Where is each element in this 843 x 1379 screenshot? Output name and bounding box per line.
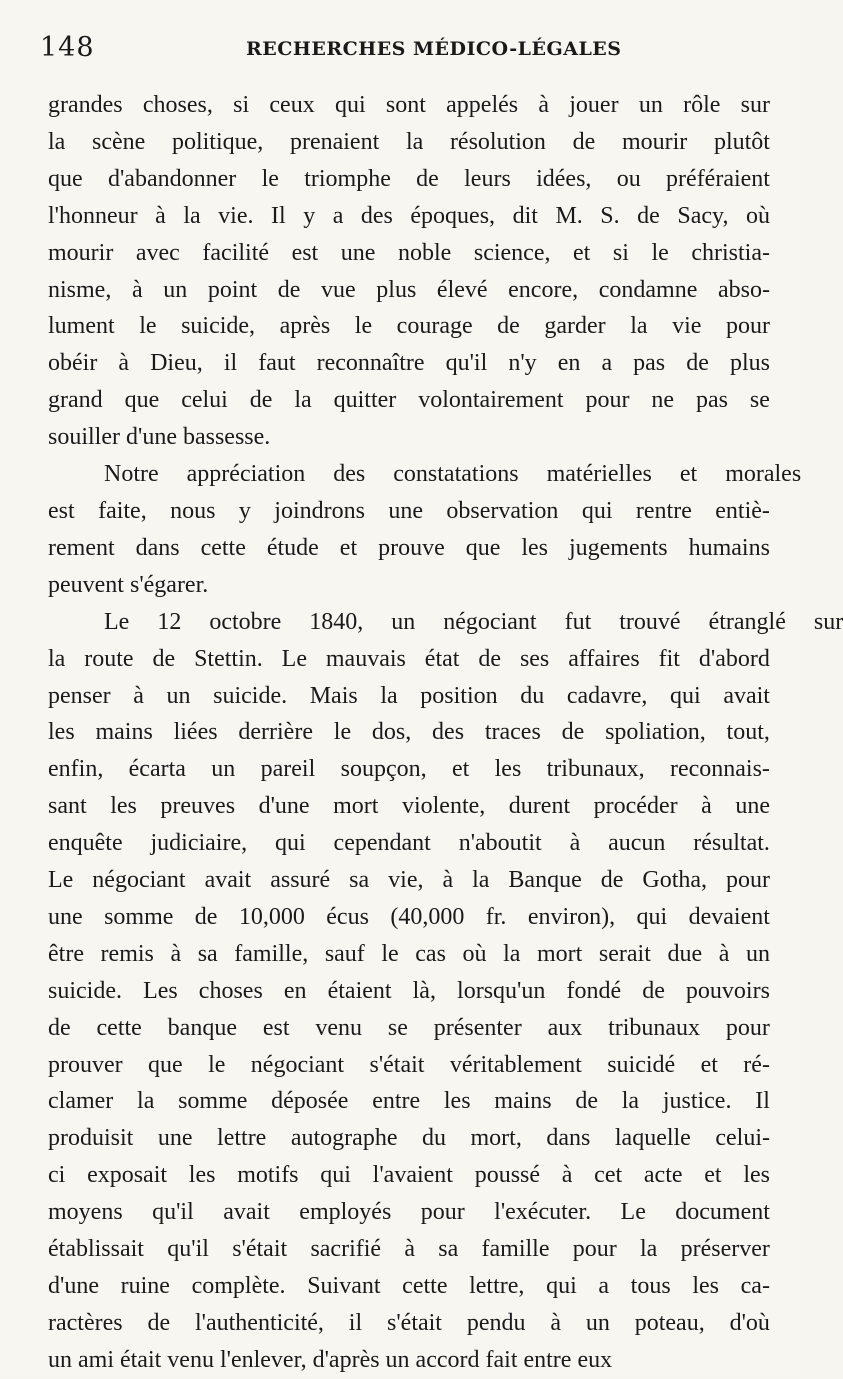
text-line: une somme de 10,000 écus (40,000 fr. environ), qui devaient (48, 903, 770, 930)
text-line: enquête judiciaire, qui cependant n'aboutit à aucun résultat. (48, 830, 770, 857)
text-line: de cette banque est venu se présenter aux tribunaux pour (48, 1014, 770, 1041)
text-line: la route de Stettin. Le mauvais état de ses affaires fit d'abord (48, 645, 770, 672)
paragraph (48, 87, 770, 456)
text-line: lument le suicide, après le courage de garder la vie pour (48, 313, 770, 340)
text-line: l'honneur à la vie. Il y a des époques, dit M. S. de Sacy, où (48, 202, 770, 229)
running-title: RECHERCHES MÉDICO-LÉGALES (246, 38, 622, 60)
text-line: penser à un suicide. Mais la position du cadavre, qui avait (48, 682, 770, 709)
text-line: grandes choses, si ceux qui sont appelés à jouer un rôle sur (48, 92, 770, 118)
text-line: souiller d'une bassesse. (48, 424, 271, 451)
text-line: la scène politique, prenaient la résolution de mourir plutôt (48, 128, 770, 155)
text-line: établissait qu'il s'était sacrifié à sa famille pour la préserver (48, 1236, 770, 1263)
page-number: 148 (40, 32, 95, 63)
text-line: être remis à sa famille, sauf le cas où la mort serait due à un (48, 940, 770, 967)
text-line: que d'abandonner le triomphe de leurs idées, ou préféraient (48, 165, 770, 192)
body-text (48, 87, 843, 1379)
text-line: mourir avec facilité est une noble science, et si le christia- (48, 239, 770, 266)
text-line: Le négociant avait assuré sa vie, à la Banque de Gotha, pour (48, 867, 770, 894)
text-line: est faite, nous y joindrons une observation qui rentre entiè- (48, 497, 770, 524)
text-line: Le 12 octobre 1840, un négociant fut trouvé étranglé sur (104, 608, 843, 635)
text-line: enfin, écarta un pareil soupçon, et les tribunaux, reconnais- (48, 756, 770, 783)
text-line: Notre appréciation des constatations matérielles et morales (104, 461, 802, 488)
text-line: sant les preuves d'une mort violente, durent procéder à une (48, 793, 770, 820)
text-line: moyens qu'il avait employés pour l'exécuter. Le document (48, 1199, 770, 1226)
text-line: peuvent s'égarer. (48, 571, 209, 598)
text-line: produisit une lettre autographe du mort, dans laquelle celui- (48, 1125, 770, 1152)
paragraph (48, 456, 802, 604)
text-line: obéir à Dieu, il faut reconnaître qu'il n'y en a pas de plus (48, 350, 770, 377)
text-line: prouver que le négociant s'était véritablement suicidé et ré- (48, 1051, 770, 1078)
text-line: rement dans cette étude et prouve que les jugements humains (48, 534, 770, 561)
text-line: d'une ruine complète. Suivant cette lettre, qui a tous les ca- (48, 1273, 770, 1299)
page-header (40, 32, 760, 62)
text-line: ci exposait les motifs qui l'avaient poussé à cet acte et les (48, 1162, 770, 1189)
text-line: clamer la somme déposée entre les mains de la justice. Il (48, 1088, 770, 1115)
text-line: ractères de l'authenticité, il s'était pendu à un poteau, d'où (48, 1309, 770, 1336)
paragraph (48, 604, 843, 1379)
text-line: les mains liées derrière le dos, des traces de spoliation, tout, (48, 719, 770, 746)
text-line: nisme, à un point de vue plus élevé encore, condamne abso- (48, 276, 770, 303)
text-line: grand que celui de la quitter volontairement pour ne pas se (48, 387, 770, 414)
text-line: un ami était venu l'enlever, d'après un accord fait entre eux (48, 1346, 613, 1373)
text-line: suicide. Les choses en étaient là, lorsqu'un fondé de pouvoirs (48, 977, 770, 1004)
